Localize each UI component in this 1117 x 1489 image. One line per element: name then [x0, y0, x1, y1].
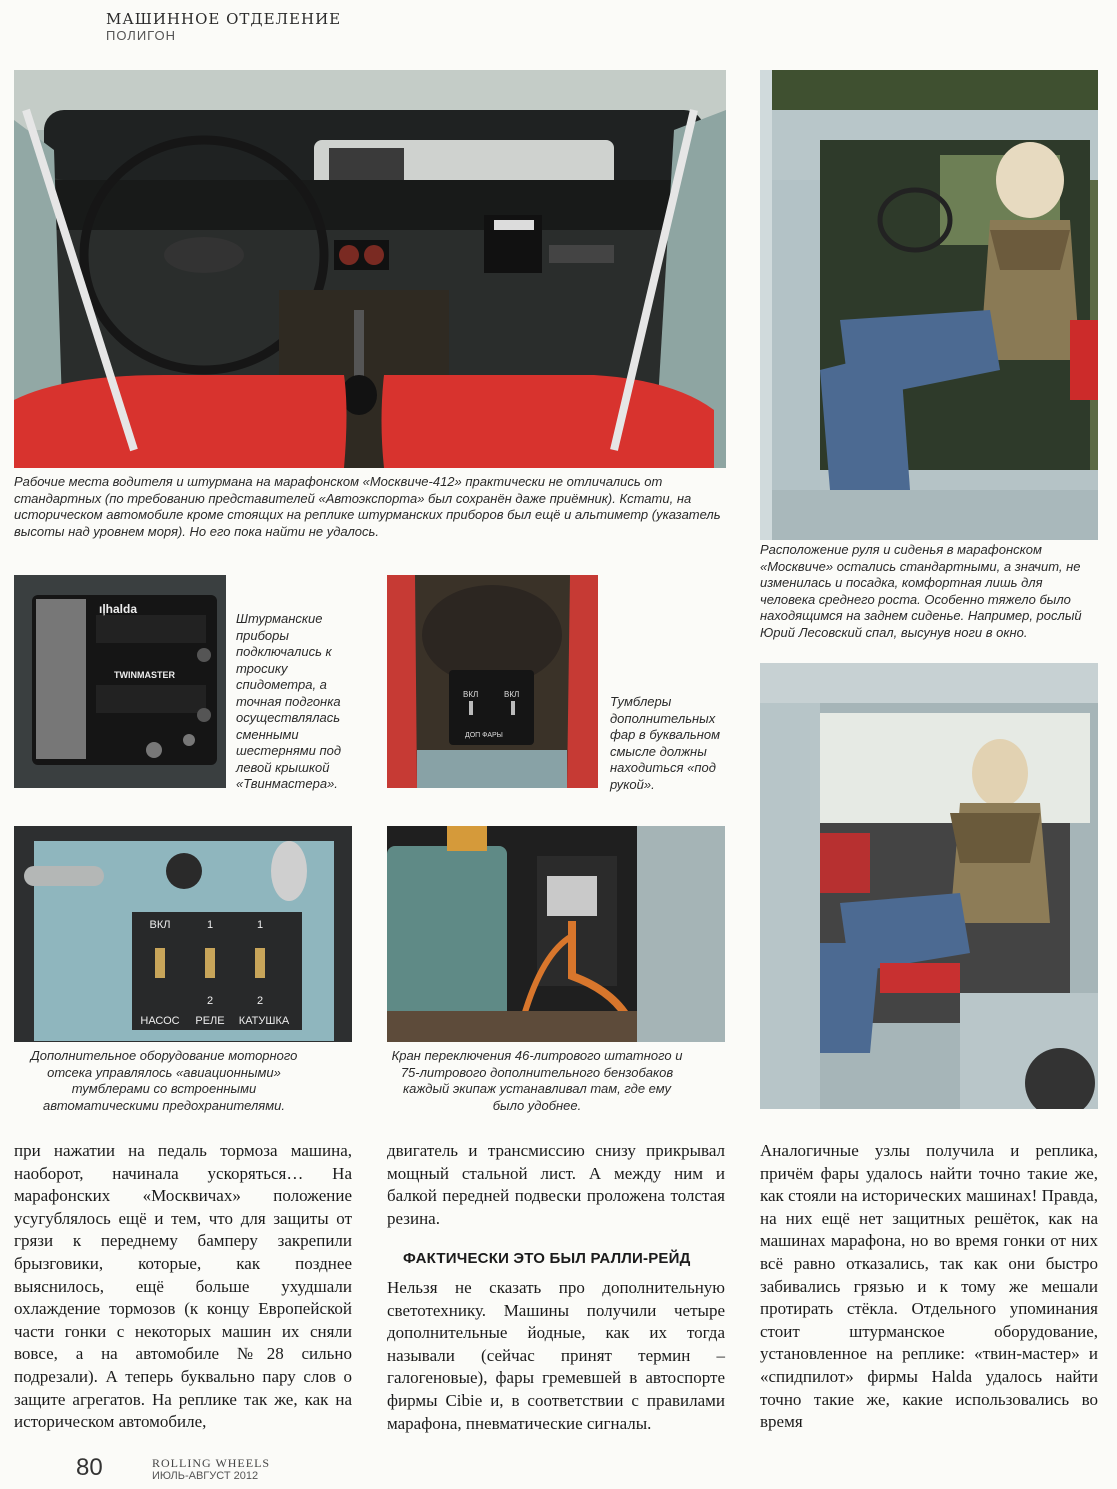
body-column-3-text: Аналогичные узлы получила и реплика, причём фары удалось найти точно такие же, как стояли на исторических машинах! Правда, на них ещё нет защитных решёток, как на машинах марафона, но во время гонки от них всё равно отказались, так как они быстро забивались грязью и к тому же мешали протирать стёкла. Отдельного упоминания стоит штурманское оборудование, установленное на реплике: «твин-мастер» и «спидпилот» фирмы Halda удалось найти точно такие же, какие использовались во время [760, 1141, 1098, 1432]
body-column-1 [14, 1140, 352, 1434]
magazine-issue: ИЮЛЬ-АВГУСТ 2012 [152, 1470, 259, 1482]
section-heading-rally-raid: ФАКТИЧЕСКИ ЭТО БЫЛ РАЛЛИ-РЕЙД [403, 1250, 691, 1268]
photo-cabin-door-open [760, 663, 1098, 1109]
body-column-2-text: Нельзя не сказать про дополнительную светотехнику. Машины получили четыре дополнительные йодные, как их тогда называли (сейчас принят термин – галогеновые), фары гремевшей в автоспорте фирмы Cibie и, в соответствии с правилами марафона, пневматические сигналы. [387, 1277, 725, 1433]
caption-fuel: Кран переключения 46-литрового штатного и 75-литрового дополнительного бензобаков каждый экипаж устанавливал там, где ему было удобнее. [391, 1048, 683, 1113]
engine-label-vkl: ВКЛ [149, 919, 171, 931]
caption-interior: Рабочие места водителя и штурмана на марафонском «Москвиче-412» практически не отличались от стандартных (по требованию представителей «Автоэкспорта» был сохранён даже приёмник). Кстати, на историческом автомобиле кроме стоящих на реплике штурманских приборов был ещё и альтиметр (указатель высоты над уровнем моря). Но его пока найти не удалось. [14, 474, 721, 539]
engine-label-nasos: НАСОС [140, 1015, 180, 1027]
halda-brand-label: ıļhalda [99, 602, 138, 616]
toggle-left-label: ВКЛ [463, 690, 479, 699]
body-column-2-intro: двигатель и трансмиссию снизу прикрывал мощный стальной лист. А между ним и балкой передней подвески проложена толстая резина. [387, 1141, 725, 1228]
caption-toggles: Тумблеры дополнительных фар в буквальном смысле должны находиться «под рукой». [610, 694, 721, 792]
body-column-2 [387, 1140, 725, 1435]
section-title: МАШИННОЕ ОТДЕЛЕНИЕ [106, 10, 342, 28]
photo-engine-panel [14, 826, 352, 1042]
caption-halda: Штурманские приборы подключались к тросику спидометра, а точная подгонка осуществлялась сменными шестернями под левой крышкой «Твинмастера». [236, 611, 342, 791]
photo-halda-twinmaster [14, 575, 226, 788]
engine-label-katushka: КАТУШКА [238, 1015, 290, 1027]
twinmaster-label: TWINMASTER [114, 670, 175, 680]
caption-engine: Дополнительное оборудование моторного отсека управлялось «авиационными» тумблерами со встроенными автоматическими предохранителями. [30, 1048, 298, 1113]
engine-label-1a: 1 [206, 919, 214, 931]
toggle-right-label: ВКЛ [504, 690, 520, 699]
photo-toggle-box [387, 575, 598, 788]
page-number: 80 [76, 1454, 103, 1481]
toggle-bottom-label: ДОП ФАРЫ [465, 732, 503, 739]
photo-driver-seated [760, 70, 1098, 540]
engine-label-1b: 1 [256, 919, 264, 931]
photo-dashboard-interior [14, 70, 726, 468]
photo-fuel-valve [387, 826, 725, 1042]
magazine-name: ROLLING WHEELS [152, 1456, 271, 1470]
section-subtitle: ПОЛИГОН [106, 28, 176, 43]
engine-label-rele: РЕЛЕ [195, 1015, 225, 1027]
engine-label-2b: 2 [256, 995, 264, 1007]
body-column-3 [760, 1140, 1098, 1434]
engine-label-2a: 2 [206, 995, 214, 1007]
body-column-1-text: при нажатии на педаль тормоза машина, наоборот, начинала ускоряться… На марафонских «Москвичах» положение усугублялось ещё и тем, что для защиты от грязи к переднему бамперу закрепили брызговики, которые, как позднее выяснилось, ещё больше ухудшали охлаждение тормозов (к концу Европейской части гонки с некоторых машин их сняли вовсе, а на автомобиле №28 сильно подрезали). А теперь буквально пару слов о защите агрегатов. На реплике так же, как на историческом автомобиле, [14, 1141, 352, 1432]
caption-driver: Расположение руля и сиденья в марафонском «Москвиче» остались стандартными, а значит, не изменилась и посадка, комфортная лишь для человека среднего роста. Особенно тяжело было находящимся на заднем сиденье. Например, рослый Юрий Лесовский спал, высунув ноги в окно. [760, 542, 1082, 640]
